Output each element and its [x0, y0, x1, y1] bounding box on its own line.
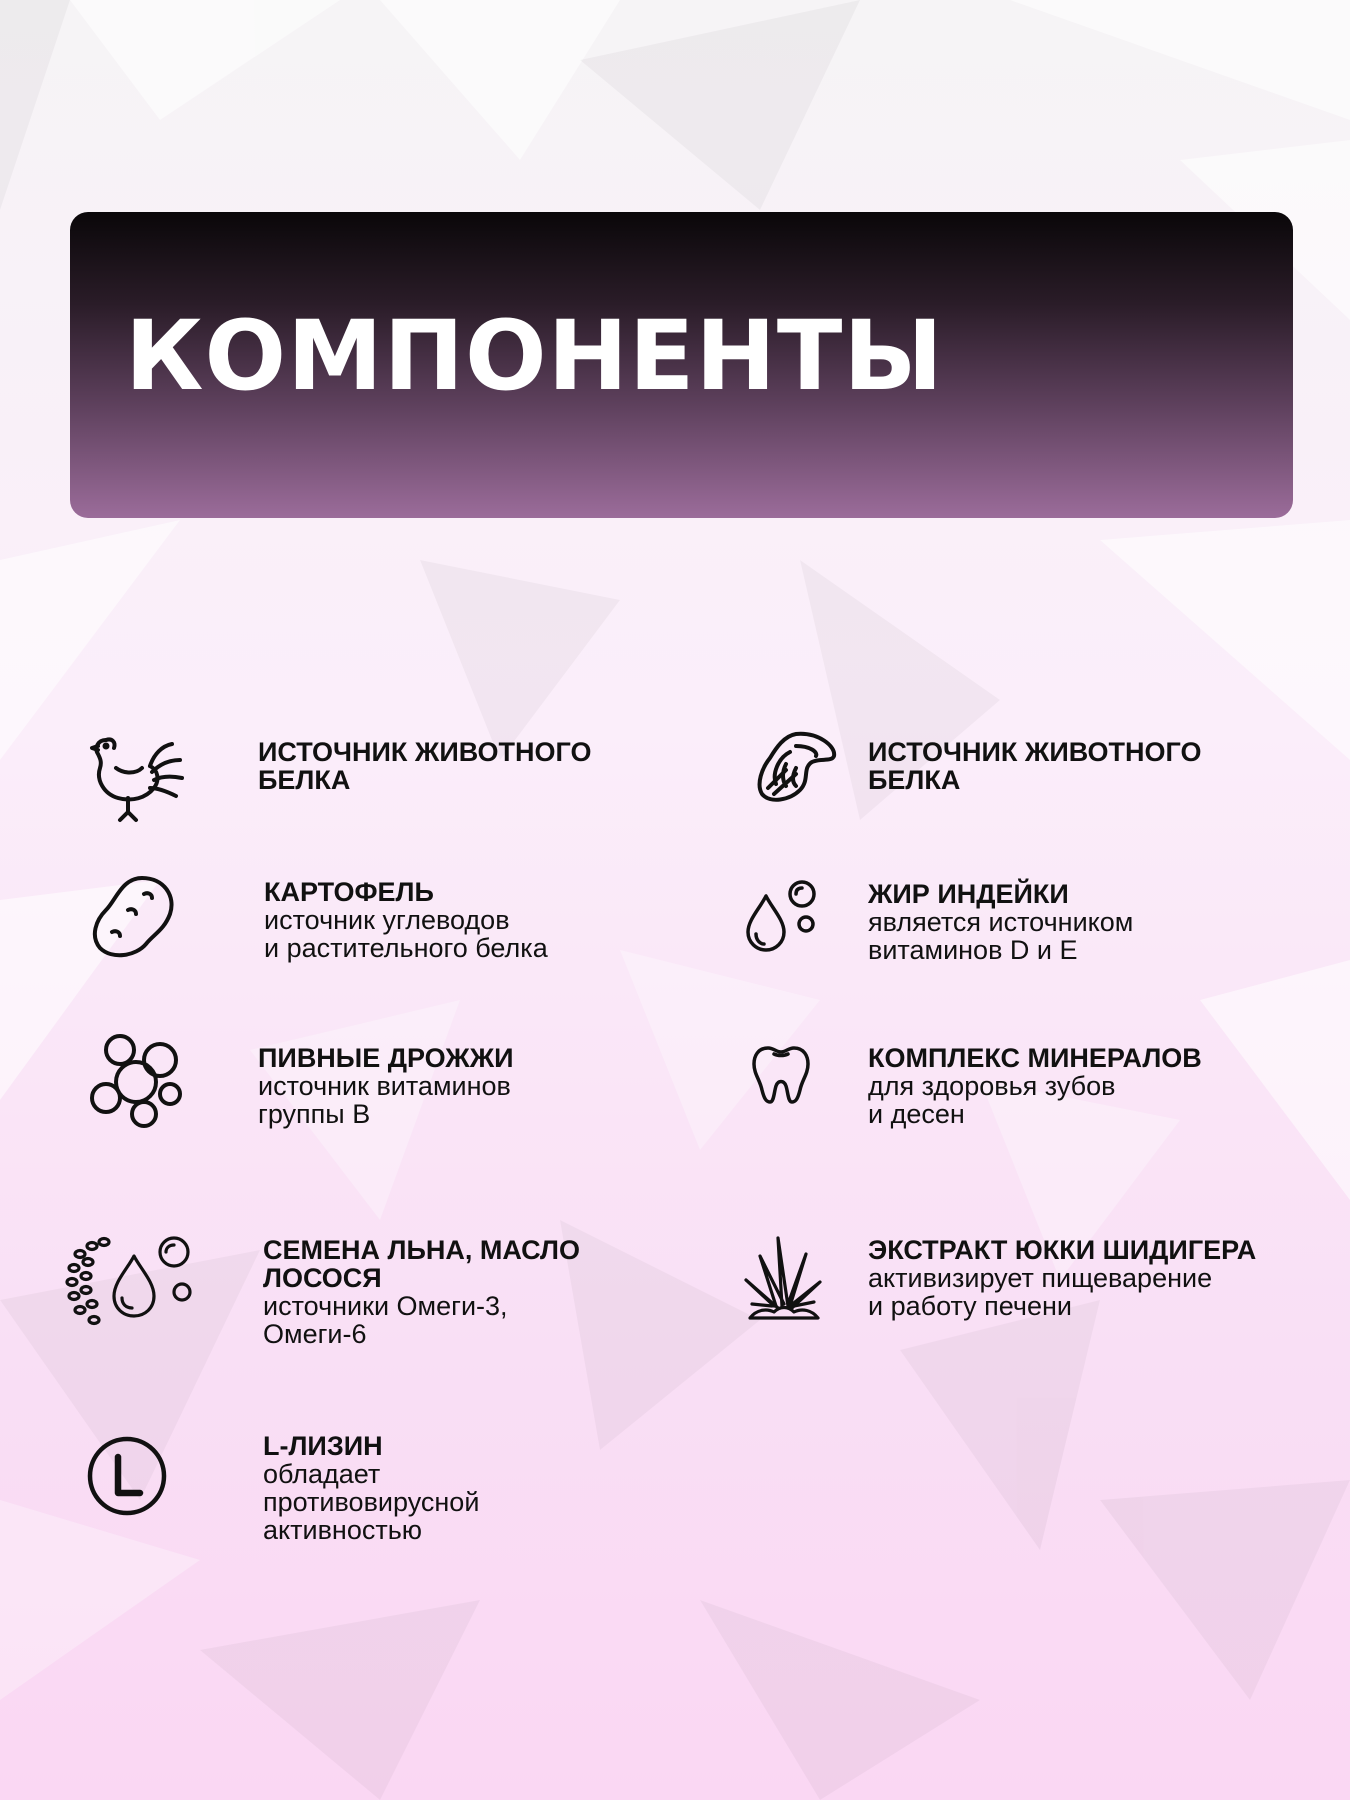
header-banner — [70, 212, 1293, 518]
component-description: источники Омеги-3, Омеги-6 — [263, 1291, 508, 1349]
component-item-potato — [92, 874, 652, 984]
seeds-oil-icon — [66, 1236, 196, 1328]
component-item-animal-protein-turkey — [88, 728, 648, 828]
component-title: СЕМЕНА ЛЬНА, МАСЛО ЛОСОСЯ — [263, 1235, 580, 1293]
component-description: источник углеводов и растительного белка — [264, 905, 548, 963]
component-title: ПИВНЫЕ ДРОЖЖИ — [258, 1043, 514, 1073]
component-title: ЭКСТРАКТ ЮККИ ШИДИГЕРА — [868, 1235, 1257, 1265]
l-lysine-icon — [86, 1435, 168, 1517]
component-item-l-lysine — [86, 1432, 686, 1552]
component-item-yucca-extract — [742, 1236, 1342, 1346]
component-title: КОМПЛЕКС МИНЕРАЛОВ — [868, 1043, 1202, 1073]
component-item-animal-protein-fish — [756, 728, 1316, 828]
component-description: обладает противовирусной активностью — [263, 1459, 480, 1545]
component-title: ИСТОЧНИК ЖИВОТНОГО БЕЛКА — [868, 737, 1202, 795]
component-item-brewers-yeast — [90, 1032, 650, 1142]
fish-steak-icon — [756, 728, 838, 806]
component-description: для здоровья зубов и десен — [868, 1071, 1116, 1129]
page-title: КОМПОНЕНТЫ — [125, 300, 944, 412]
component-title: ИСТОЧНИК ЖИВОТНОГО БЕЛКА — [258, 737, 592, 795]
component-title: КАРТОФЕЛЬ — [264, 877, 434, 907]
component-item-minerals — [752, 1044, 1332, 1154]
potato-icon — [92, 874, 176, 960]
component-item-turkey-fat — [744, 880, 1324, 990]
yeast-icon — [90, 1032, 182, 1128]
component-description: источник витаминов группы B — [258, 1071, 511, 1129]
turkey-icon — [88, 728, 188, 823]
component-description: активизирует пищеварение и работу печени — [868, 1263, 1213, 1321]
tooth-icon — [752, 1044, 810, 1104]
yucca-icon — [742, 1236, 822, 1320]
component-title: ЖИР ИНДЕЙКИ — [868, 879, 1069, 909]
component-item-flax-salmon-oil — [66, 1236, 666, 1356]
component-description: является источником витаминов D и E — [868, 907, 1134, 965]
oil-drop-icon — [744, 880, 820, 952]
component-title: L-ЛИЗИН — [263, 1431, 383, 1461]
